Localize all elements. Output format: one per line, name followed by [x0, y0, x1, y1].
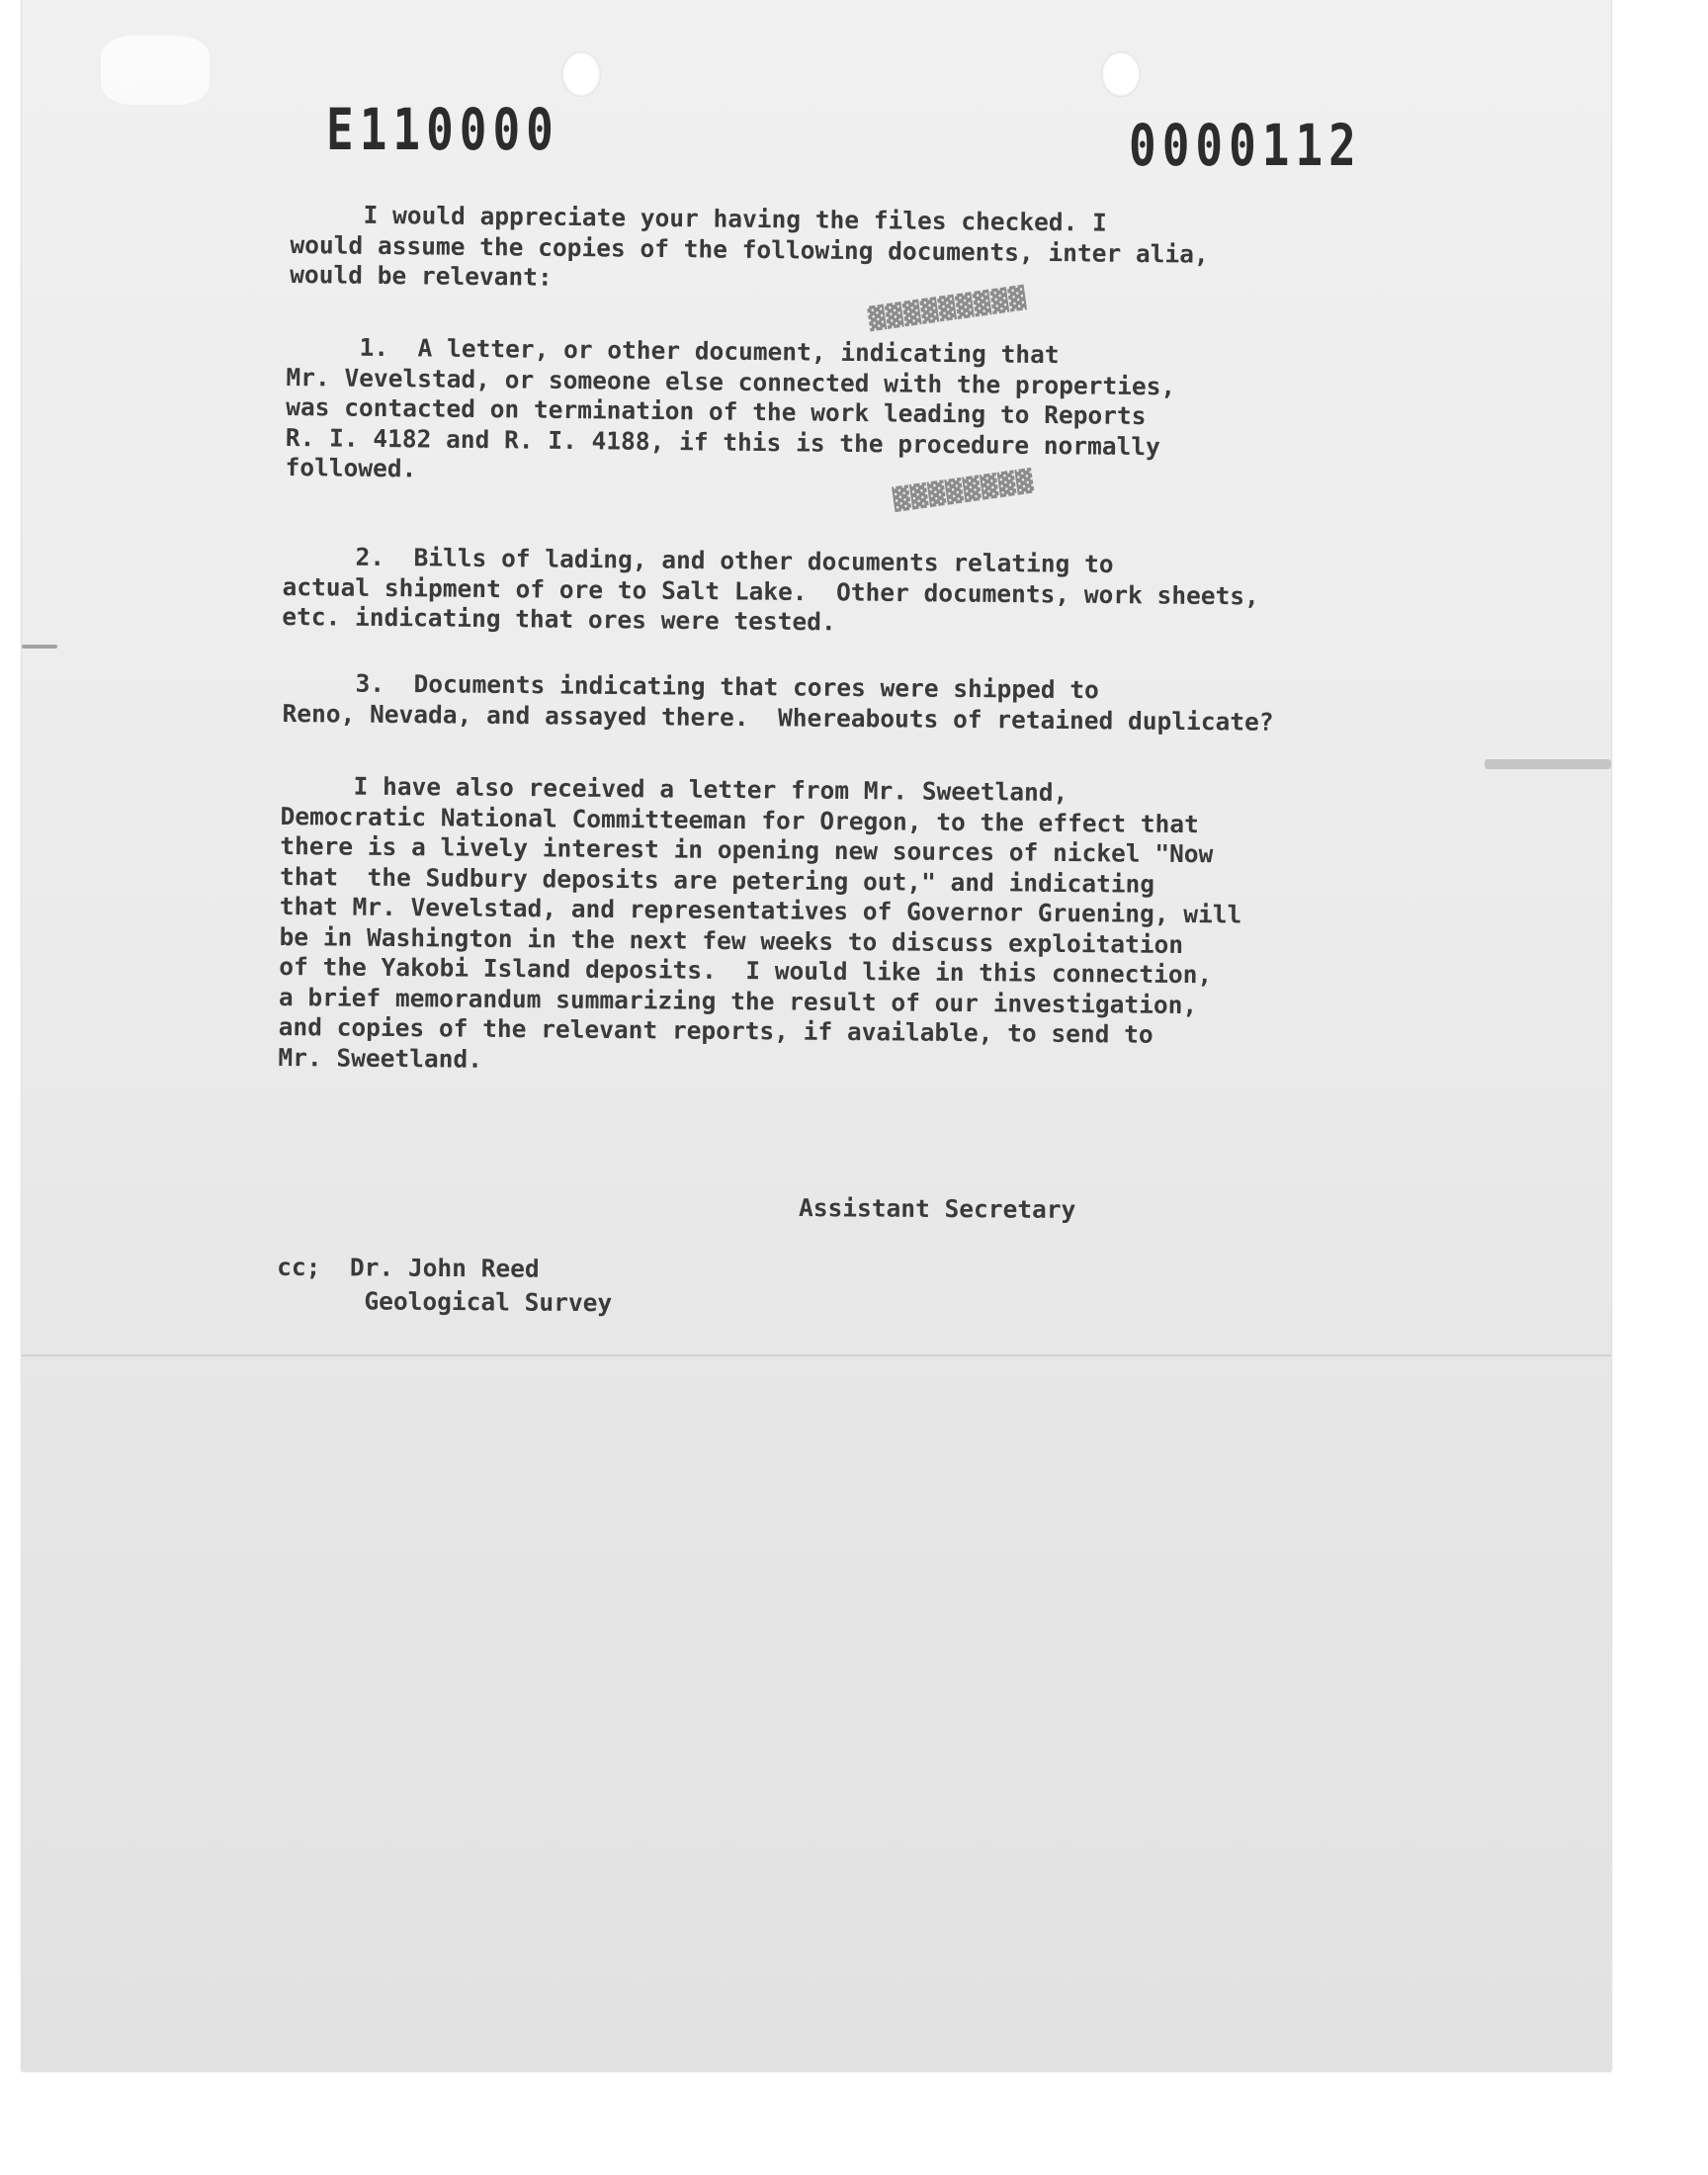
intro-paragraph: I would appreciate your having the files checked. I would assume the copies of the following documents, inter alia, would be relevant:	[290, 200, 1209, 292]
faint-stamp-impression-inverted: ▓▓▓▓▓▓▓▓	[890, 467, 1035, 511]
punch-hole-right	[1101, 51, 1141, 97]
faint-stamp-impression: ▓▓▓▓▓▓▓▓▓	[867, 285, 1029, 333]
document-page	[22, 0, 1611, 2071]
signature-title: Assistant Secretary	[798, 1193, 1076, 1224]
margin-smudge	[1485, 759, 1611, 769]
edge-mark	[22, 645, 57, 649]
fold-line	[22, 1354, 1611, 1356]
sweetland-paragraph: I have also received a letter from Mr. Sweetland, Democratic National Committeeman for Oregon, to the effect that there is a lively interest in opening new sources of nickel "Now that the Sudbury deposits are petering out," and indicating that Mr. Vevelstad, and representatives of Governor Gruening, will be in Washington in the next few weeks to discuss exploitation of the Yakobi Island deposits. I would like in this connection, a brief memorandum summarizing the result of our investigation, and copies of the relevant reports, if available, to send to Mr. Sweetland.	[278, 771, 1242, 1074]
corner-smudge	[101, 36, 210, 105]
document-number-left: E110000	[326, 96, 559, 163]
cc-block: cc; Dr. John Reed Geological Survey	[276, 1252, 613, 1318]
list-item-3: 3. Documents indicating that cores were shipped to Reno, Nevada, and assayed there. Whereabouts of retained duplicate?	[282, 668, 1274, 737]
punch-hole-left	[561, 51, 601, 97]
list-item-2: 2. Bills of lading, and other documents relating to actual shipment of ore to Salt Lake. Other documents, work sheets, etc. indicating that ores were tested.	[282, 542, 1259, 637]
document-number-right: 0000112	[1129, 112, 1362, 179]
list-item-1: 1. A letter, or other document, indicating that Mr. Vevelstad, or someone else connected with the properties, was contacted on termination of the work leading to Reports R. I. 4182 and R. I. 4188, if this is the procedure normally followed.	[285, 332, 1176, 483]
